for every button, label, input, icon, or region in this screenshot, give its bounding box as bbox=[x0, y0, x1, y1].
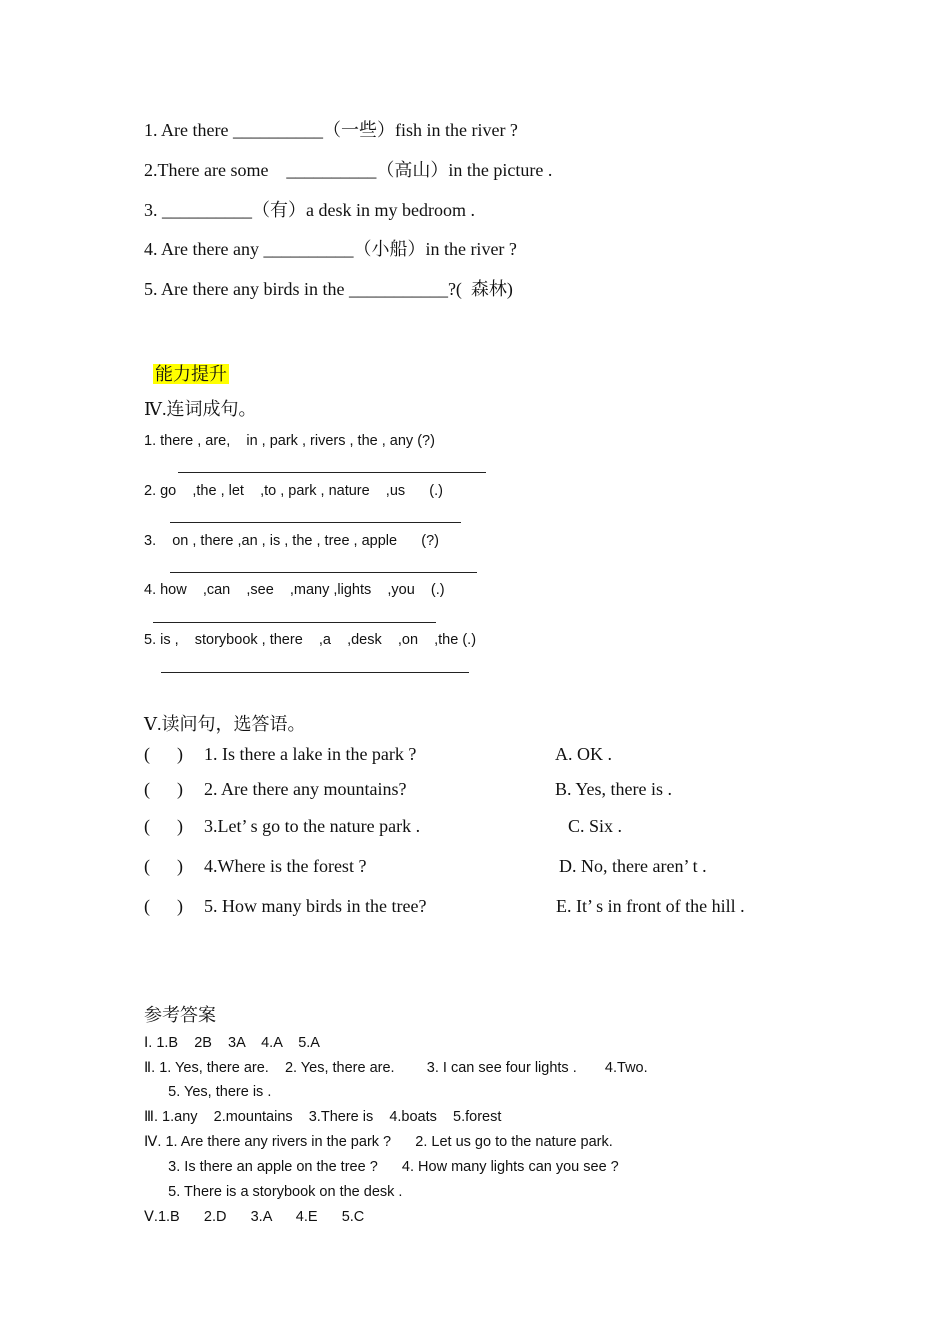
answer-option-a: A. OK . bbox=[555, 744, 612, 764]
answer-key-line-3: 5. Yes, there is . bbox=[144, 1084, 272, 1100]
answer-line-1 bbox=[178, 472, 486, 473]
paren-3: ( ) bbox=[144, 816, 183, 836]
paren-5: ( ) bbox=[144, 896, 183, 916]
answer-option-d: D. No, there aren’ t . bbox=[559, 856, 707, 876]
answer-key-line-1: Ⅰ. 1.B 2B 3A 4.A 5.A bbox=[144, 1035, 320, 1051]
paren-4: ( ) bbox=[144, 856, 183, 876]
paren-1: ( ) bbox=[144, 744, 183, 764]
answer-option-c: C. Six . bbox=[568, 816, 623, 836]
answer-line-5 bbox=[161, 672, 469, 673]
answer-key-line-8: Ⅴ.1.B 2.D 3.A 4.E 5.C bbox=[144, 1209, 365, 1225]
ability-heading-text: 能力提升 bbox=[155, 364, 228, 384]
question-1: 1. Is there a lake in the park ? bbox=[204, 744, 417, 764]
section5-title: Ⅴ.读问句，选答语。 bbox=[144, 714, 306, 734]
paren-2: ( ) bbox=[144, 779, 183, 799]
section4-item-4: 4. how ,can ,see ,many ,lights ,you (.) bbox=[144, 582, 445, 598]
fill-blank-item-5: 5. Are there any birds in the ___________?( 森林) bbox=[144, 279, 513, 299]
answer-line-3 bbox=[170, 572, 477, 573]
answer-line-4 bbox=[153, 622, 436, 623]
fill-blank-item-4: 4. Are there any __________（小船）in the river ? bbox=[144, 239, 517, 259]
answer-key-line-6: 3. Is there an apple on the tree ? 4. How many lights can you see ? bbox=[144, 1159, 619, 1175]
answer-key-line-2: Ⅱ. 1. Yes, there are. 2. Yes, there are. 3. I can see four lights . 4.Two. bbox=[144, 1060, 648, 1076]
answer-option-e: E. It’ s in front of the hill . bbox=[556, 896, 745, 916]
fill-blank-item-2: 2.There are some __________（高山）in the picture . bbox=[144, 160, 553, 180]
fill-blank-item-1: 1. Are there __________（一些）fish in the river ? bbox=[144, 120, 518, 140]
question-4: 4.Where is the forest ? bbox=[204, 856, 367, 876]
answer-key-line-4: Ⅲ. 1.any 2.mountains 3.There is 4.boats 5.forest bbox=[144, 1109, 502, 1125]
section4-title: Ⅳ.连词成句。 bbox=[144, 399, 257, 419]
ability-heading bbox=[143, 339, 229, 386]
question-2: 2. Are there any mountains? bbox=[204, 779, 407, 799]
section4-item-5: 5. is , storybook , there ,a ,desk ,on ,the (.) bbox=[144, 632, 477, 648]
section4-item-2: 2. go ,the , let ,to , park , nature ,us (.) bbox=[144, 483, 443, 499]
question-5: 5. How many birds in the tree? bbox=[204, 896, 427, 916]
answer-line-2 bbox=[170, 522, 461, 523]
fill-blank-item-3: 3. __________（有）a desk in my bedroom . bbox=[144, 200, 475, 220]
section4-item-1: 1. there , are, in , park , rivers , the , any (?) bbox=[144, 433, 435, 449]
question-3: 3.Let’ s go to the nature park . bbox=[204, 816, 421, 836]
answer-key-line-5: Ⅳ. 1. Are there any rivers in the park ? 2. Let us go to the nature park. bbox=[144, 1134, 613, 1150]
answer-option-b: B. Yes, there is . bbox=[555, 779, 673, 799]
section4-item-3: 3. on , there ,an , is , the , tree , apple (?) bbox=[144, 533, 439, 549]
answer-key-line-7: 5. There is a storybook on the desk . bbox=[144, 1184, 403, 1200]
answer-key-title: 参考答案 bbox=[144, 1005, 216, 1025]
